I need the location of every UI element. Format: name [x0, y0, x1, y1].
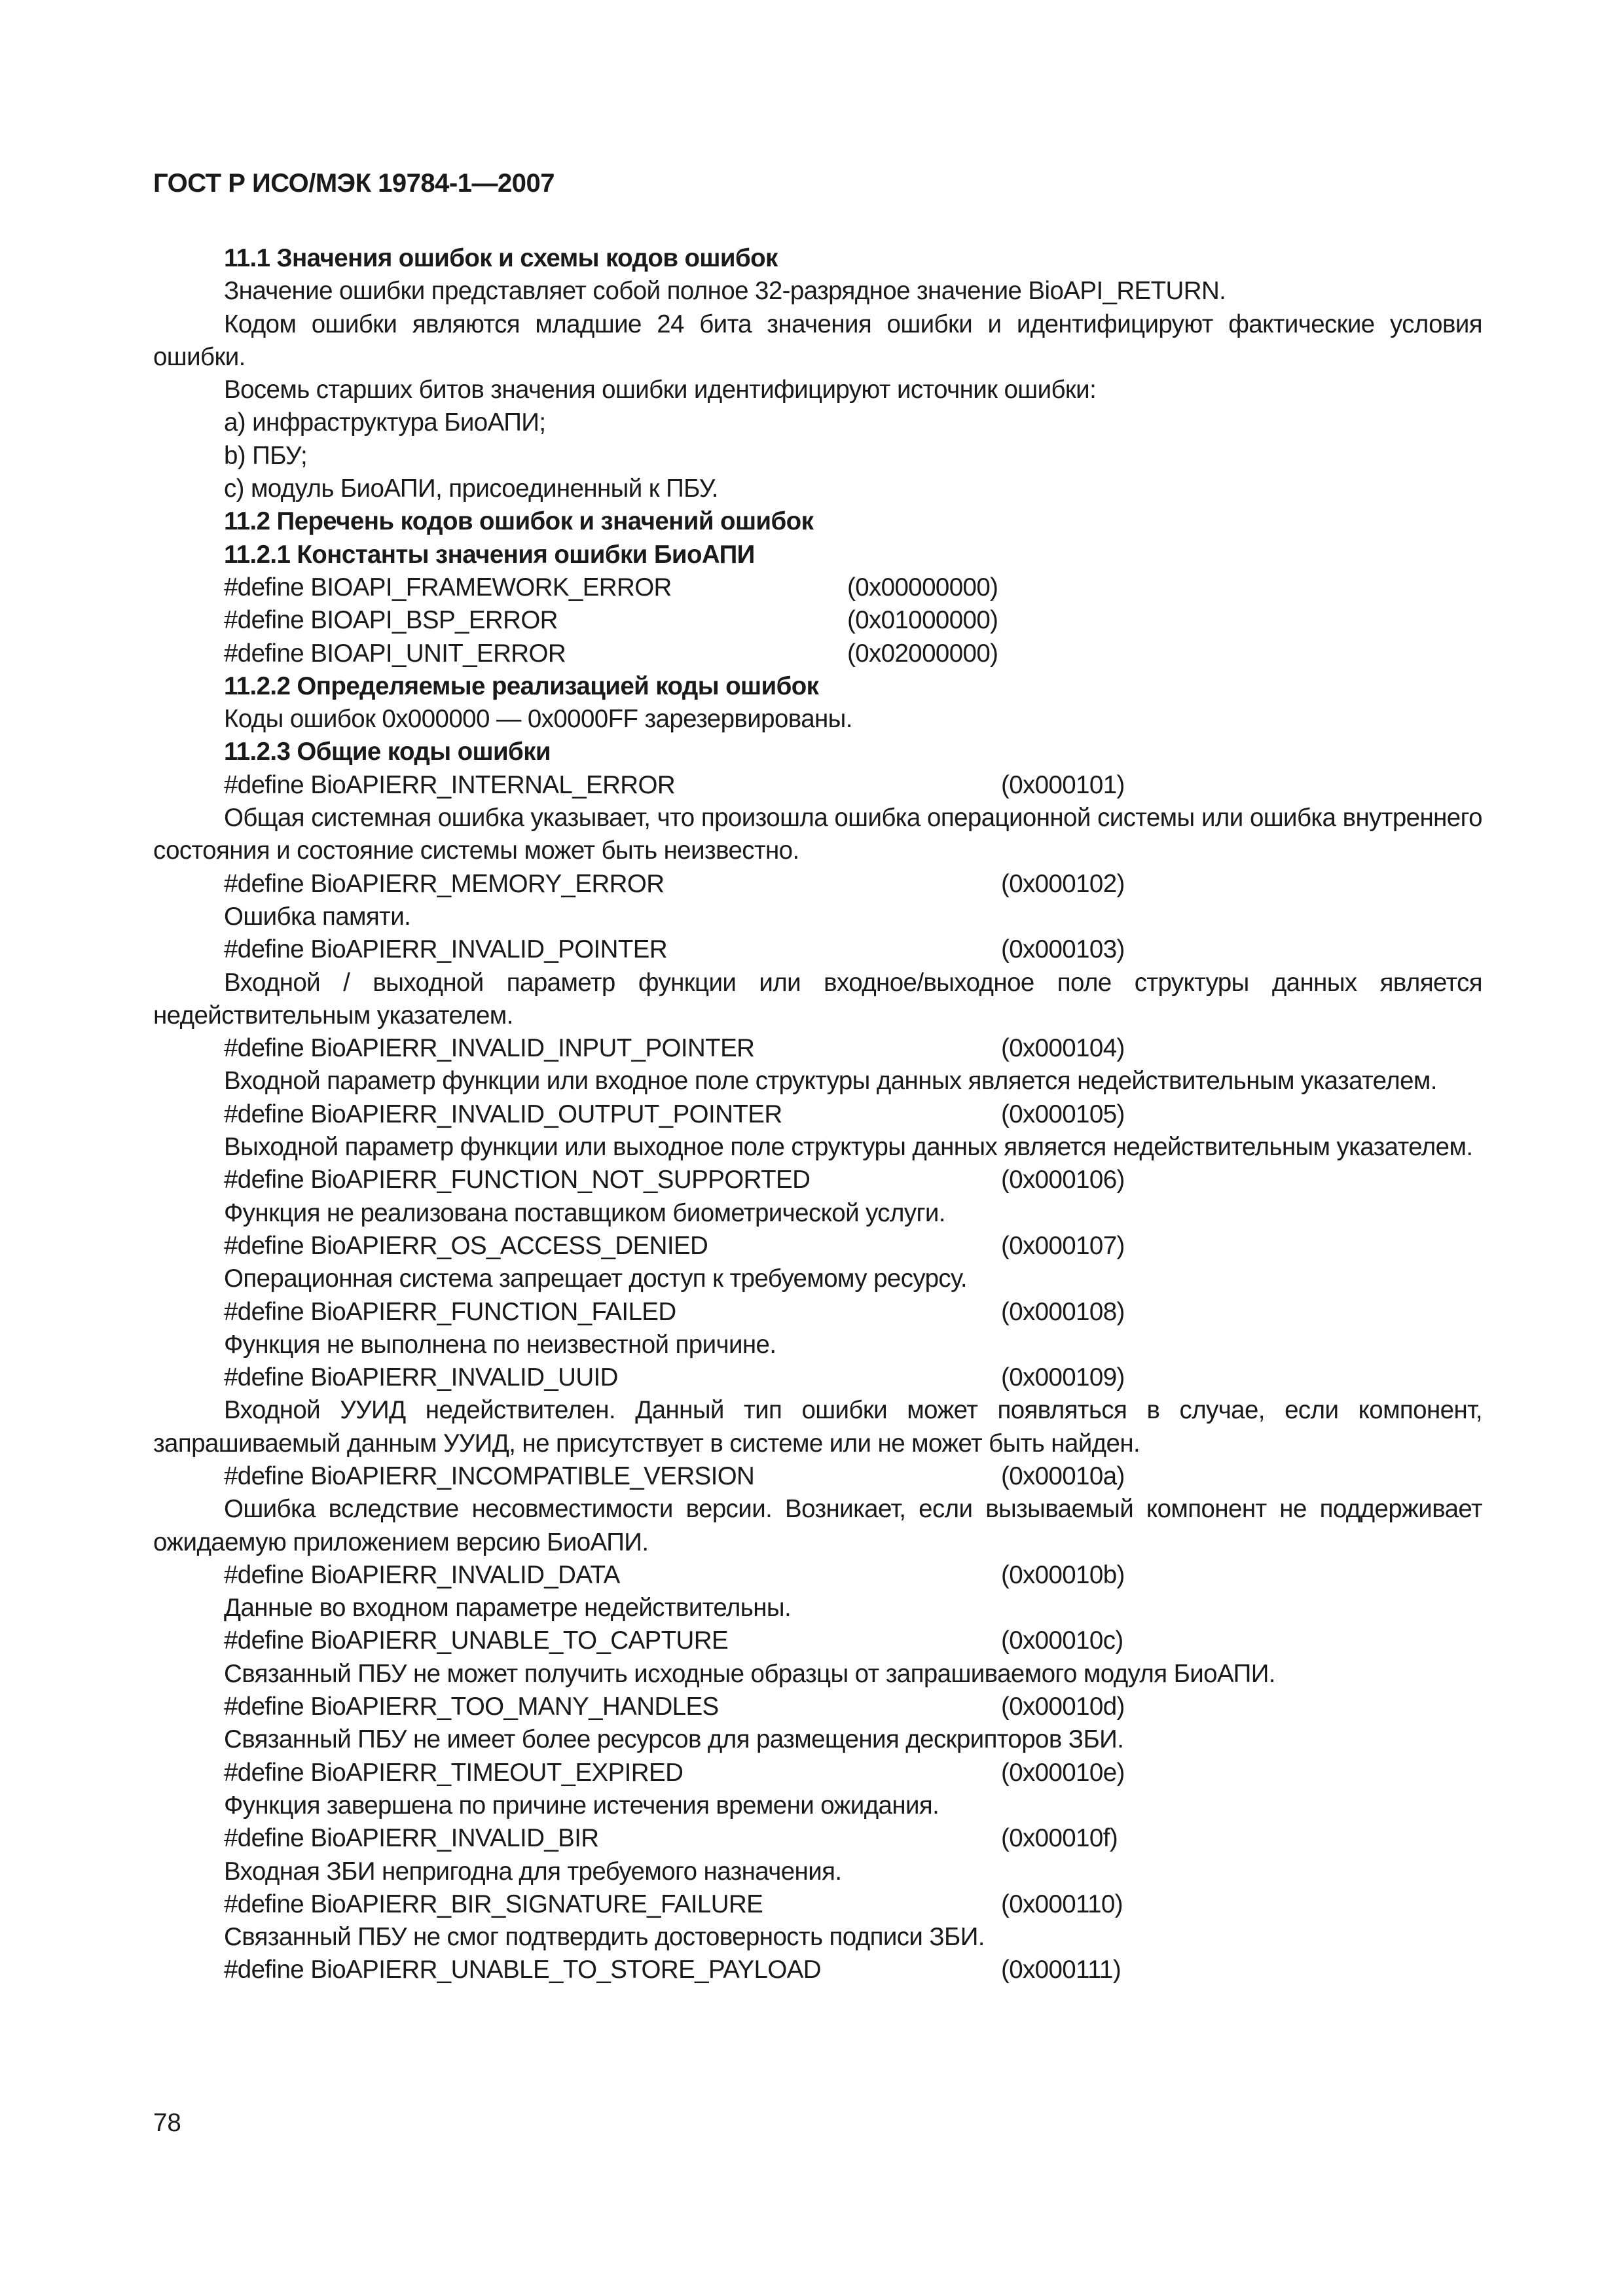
define-line [153, 1954, 1482, 1986]
define-name: #define BioAPIERR_INVALID_OUTPUT_POINTER [224, 1100, 782, 1128]
define-value: (0x000104) [1001, 1034, 1125, 1063]
define-name: #define BioAPIERR_INTERNAL_ERROR [224, 770, 676, 799]
define-name: #define BioAPIERR_MEMORY_ERROR [224, 869, 665, 898]
document-header: ГОСТ Р ИСО/МЭК 19784-1—2007 [153, 169, 555, 198]
define-name: #define BioAPIERR_TOO_MANY_HANDLES [224, 1693, 719, 1721]
define-name: #define BioAPIERR_FUNCTION_NOT_SUPPORTED [224, 1166, 811, 1194]
define-name: #define BioAPIERR_FUNCTION_FAILED [224, 1297, 676, 1326]
define-name: #define BioAPIERR_TIMEOUT_EXPIRED [224, 1758, 684, 1787]
define-line [153, 1460, 1482, 1493]
define-value: (0x000101) [1001, 770, 1125, 799]
define-name: #define BioAPIERR_INVALID_UUID [224, 1363, 618, 1392]
define-value: (0x000106) [1001, 1166, 1125, 1194]
define-value: (0x01000000) [847, 606, 998, 635]
define-value: (0x00010f) [1001, 1824, 1118, 1853]
paragraph: Выходной параметр функции или выходное поле структуры данных является недействительным указателем. [224, 1133, 1473, 1162]
section-heading: 11.2 Перечень кодов ошибок и значений ошибок [224, 507, 814, 536]
define-name: #define BioAPIERR_UNABLE_TO_CAPTURE [224, 1626, 729, 1655]
paragraph: Входной / выходной параметр функции или входное/выходное поле структуры данных является недействительным указателем. [153, 968, 1482, 1030]
define-name: #define BioAPIERR_INVALID_INPUT_POINTER [224, 1034, 755, 1063]
define-value: (0x000111) [1001, 1956, 1122, 1984]
define-line [153, 1164, 1482, 1196]
section-heading: 11.2.2 Определяемые реализацией коды ошибок [224, 672, 819, 700]
define-value: (0x02000000) [847, 639, 998, 668]
define-line [153, 1691, 1482, 1723]
paragraph-line: Функция не выполнена по неизвестной причине. [224, 1330, 776, 1359]
document-body [153, 242, 1482, 1987]
define-value: (0x000107) [1001, 1231, 1125, 1260]
define-value: (0x000110) [1001, 1890, 1123, 1918]
define-name: #define BioAPIERR_INVALID_POINTER [224, 935, 668, 964]
define-value: (0x00000000) [847, 573, 998, 601]
define-line [153, 1624, 1482, 1657]
paragraph-line: Ошибка памяти. [224, 902, 411, 931]
define-line [153, 1757, 1482, 1789]
define-line [153, 933, 1482, 966]
define-name: #define BIOAPI_FRAMEWORK_ERROR [224, 573, 672, 601]
paragraph-line: a) инфраструктура БиоАПИ; [224, 408, 546, 437]
define-value: (0x000103) [1001, 935, 1125, 964]
paragraph-line: Функция завершена по причине истечения времени ожидания. [224, 1791, 939, 1820]
define-name: #define BioAPIERR_INVALID_BIR [224, 1824, 599, 1853]
define-name: #define BioAPIERR_INVALID_DATA [224, 1560, 620, 1589]
paragraph-line: Данные во входном параметре недействительны. [224, 1594, 792, 1623]
define-name: #define BIOAPI_BSP_ERROR [224, 606, 558, 635]
define-line [153, 1230, 1482, 1263]
define-line [153, 868, 1482, 901]
define-value: (0x000102) [1001, 869, 1125, 898]
define-name: #define BioAPIERR_UNABLE_TO_STORE_PAYLOAD [224, 1956, 821, 1984]
define-line [153, 571, 1482, 604]
paragraph: Ошибка вследствие несовместимости версии. Возникает, если вызываемый компонент не поддерживает ожидаемую приложением версию БиоАПИ. [153, 1495, 1482, 1556]
define-value: (0x000108) [1001, 1297, 1125, 1326]
paragraph: Общая системная ошибка указывает, что произошла ошибка операционной системы или ошибка внутреннего состояния и состояние системы может быть неизвестно. [153, 804, 1482, 865]
define-line [153, 769, 1482, 802]
define-name: #define BioAPIERR_OS_ACCESS_DENIED [224, 1231, 708, 1260]
paragraph-line: Функция не реализована поставщиком биометрической услуги. [224, 1198, 945, 1227]
define-name: #define BIOAPI_UNIT_ERROR [224, 639, 566, 668]
paragraph-line: b) ПБУ; [224, 441, 308, 470]
paragraph-line: Операционная система запрещает доступ к требуемому ресурсу. [224, 1265, 967, 1293]
define-value: (0x00010e) [1001, 1758, 1125, 1787]
paragraph-line: c) модуль БиоАПИ, присоединенный к ПБУ. [224, 475, 718, 503]
define-line [153, 637, 1482, 670]
define-line [153, 1032, 1482, 1065]
paragraph-line: Связанный ПБУ не смог подтвердить достоверность подписи ЗБИ. [224, 1923, 985, 1952]
paragraph: Входной УУИД недействителен. Данный тип ошибки может появляться в случае, если компонент, запрашиваемый данным УУИД, не присутствует в системе или не может быть найден. [153, 1396, 1482, 1458]
define-line [153, 1098, 1482, 1131]
define-line [153, 1888, 1482, 1921]
define-line [153, 1361, 1482, 1394]
define-value: (0x000109) [1001, 1363, 1125, 1392]
define-line [153, 1559, 1482, 1592]
define-line [153, 1296, 1482, 1329]
define-value: (0x000105) [1001, 1100, 1125, 1128]
paragraph-line: Восемь старших битов значения ошибки идентифицируют источник ошибки: [224, 376, 1097, 404]
define-value: (0x00010c) [1001, 1626, 1123, 1655]
define-line [153, 1822, 1482, 1855]
paragraph-line: Коды ошибок 0x000000 — 0x0000FF зарезервированы. [224, 705, 852, 734]
section-heading: 11.2.1 Константы значения ошибки БиоАПИ [224, 540, 755, 569]
define-name: #define BioAPIERR_INCOMPATIBLE_VERSION [224, 1462, 755, 1490]
paragraph-line: Входная ЗБИ непригодна для требуемого назначения. [224, 1857, 842, 1886]
paragraph-line: Значение ошибки представляет собой полное 32-разрядное значение BioAPI_RETURN. [224, 277, 1226, 306]
paragraph-line: Связанный ПБУ не имеет более ресурсов для размещения дескрипторов ЗБИ. [224, 1725, 1124, 1754]
define-value: (0x00010d) [1001, 1693, 1125, 1721]
paragraph-line: Связанный ПБУ не может получить исходные образцы от запрашиваемого модуля БиоАПИ. [224, 1659, 1275, 1688]
paragraph: Входной параметр функции или входное поле структуры данных является недействительным указателем. [224, 1067, 1437, 1096]
define-line [153, 604, 1482, 637]
section-heading: 11.2.3 Общие коды ошибки [224, 738, 551, 766]
paragraph: Кодом ошибки являются младшие 24 бита значения ошибки и идентифицируют фактические условия ошибки. [153, 310, 1482, 371]
define-value: (0x00010a) [1001, 1462, 1125, 1490]
define-name: #define BioAPIERR_BIR_SIGNATURE_FAILURE [224, 1890, 763, 1918]
define-value: (0x00010b) [1001, 1560, 1125, 1589]
section-heading: 11.1 Значения ошибок и схемы кодов ошибок [224, 244, 778, 272]
page-number: 78 [153, 2109, 181, 2137]
